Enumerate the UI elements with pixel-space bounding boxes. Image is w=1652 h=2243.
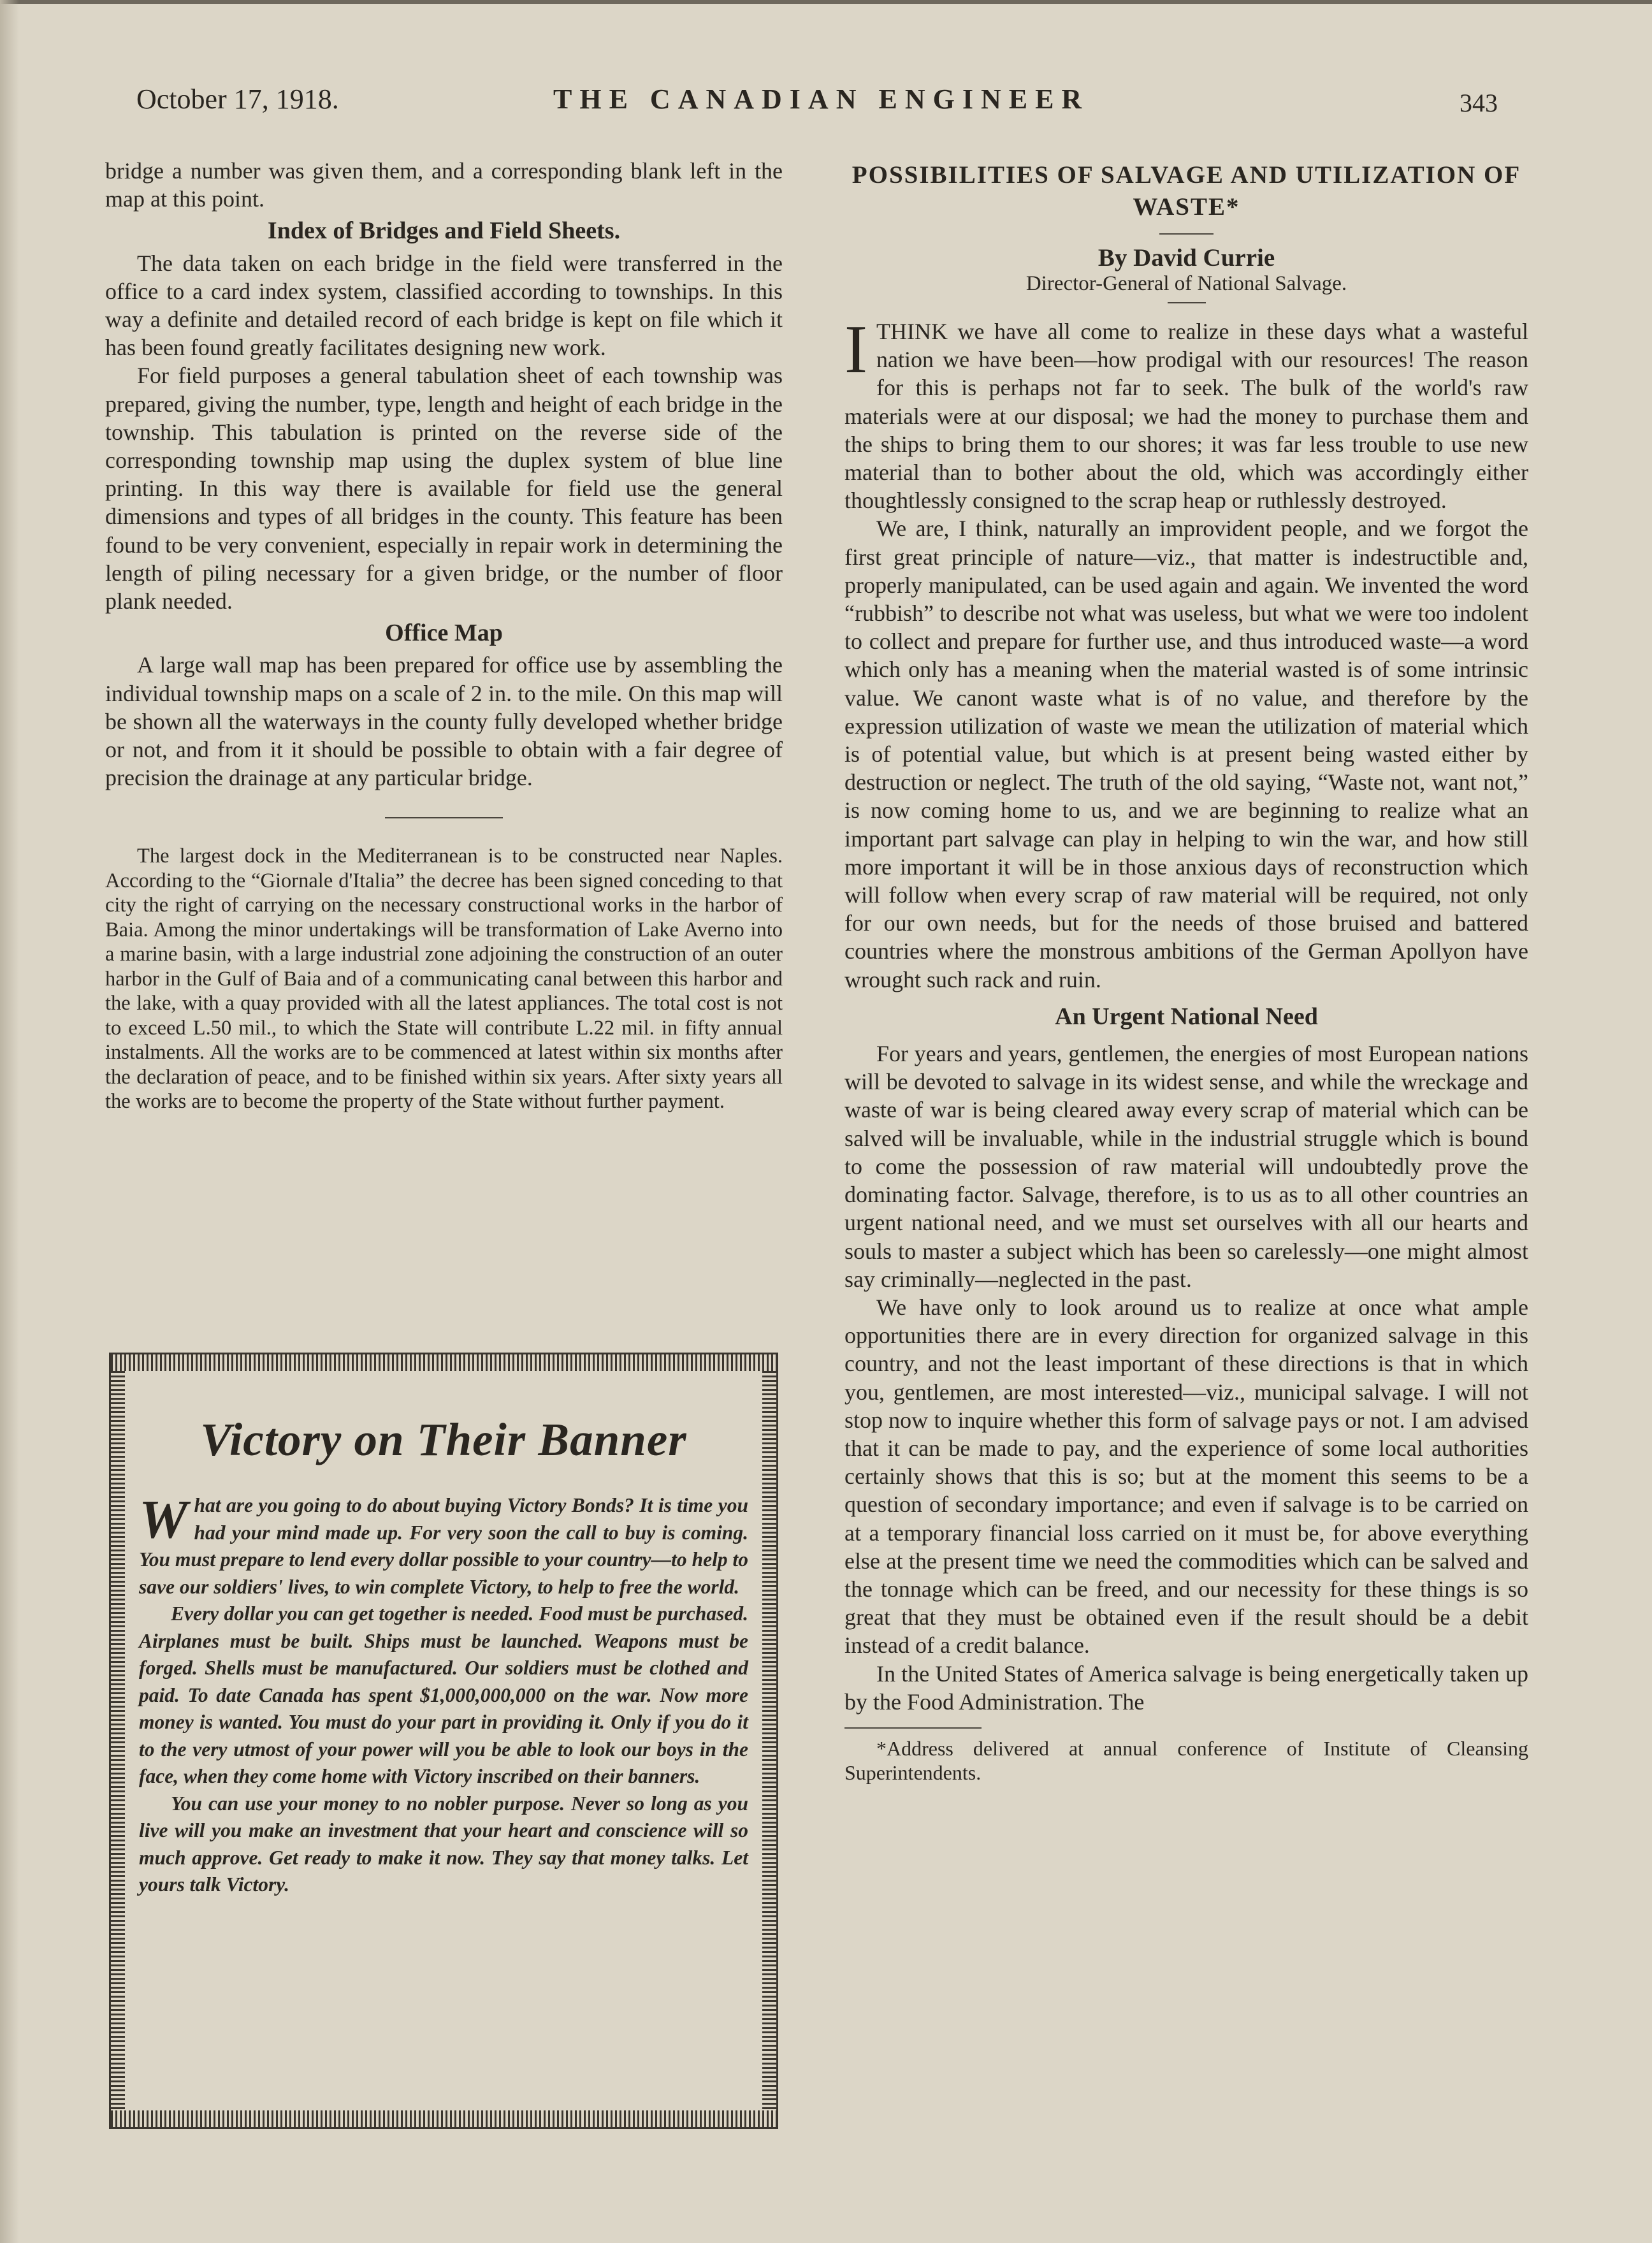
ad-body	[139, 1488, 748, 1899]
index-heading: Index of Bridges and Field Sheets.	[267, 217, 621, 245]
dock-paragraph: The largest dock in the Mediterranean is to be constructed near Naples. According to the “Giornale d'Italia” the decree has been signed conceding to that city the right of carrying on the necessary constructional works in the harbor of Baia. Among the minor undertakings will be transformation of Lake Averno into a marine basin, with a large industrial zone adjoining the construction of an outer harbor in the Gulf of Baia and of a communicating canal between this harbor and the lake, with a quay provided with all the latest appliances. The total cost is not to exceed L.50 mil., to which the State will contribute L.22 mil. in fifty annual instalments. All the works are to be commenced at latest within six months after the declaration of peace, and to be finished within six years. After sixty years all the works are to become the property of the State without further payment.	[105, 845, 783, 1114]
victory-bond-advertisement	[109, 1353, 778, 2129]
article-paragraph-5: In the United States of America salvage is being energetically taken up by the Food Administration. The	[844, 1660, 1528, 1715]
ad-drop-cap: W	[139, 1488, 188, 1550]
right-column	[844, 157, 1528, 1785]
urgent-need-heading: An Urgent National Need	[1055, 1003, 1318, 1030]
ad-border-left	[111, 1371, 125, 2110]
ad-paragraph-2: Every dollar you can get together is needed. Food must be purchased. Airplanes must be built. Ships must be launched. Weapons must be forged. Shells must be manufactured. Our soldiers must be clothed and paid. To date Canada has spent $1,000,000,000 on the war. Now more money is wanted. You must do your part in providing it. Only if you do it to the very utmost of your power will you be able to look our boys in the face, when they come home with Victory inscribed on their banners.	[139, 1602, 748, 1787]
ad-border-top	[111, 1354, 776, 1371]
page-top-edge	[0, 0, 1652, 4]
article-drop-cap: I	[844, 312, 867, 388]
index-paragraph-2: For field purposes a general tabulation sheet of each township was prepared, giving the number, type, length and height of each bridge in the township. This tabulation is printed on the reverse side of the corresponding township map using the duplex system of blue line printing. In this way there is available for field use the general dimensions and types of all bridges in the county. This feature has been found to be very convenient, especially in repair work in determining the length of piling necessary for a given bridge, or the number of floor plank needed.	[105, 363, 783, 614]
article-paragraph-3: For years and years, gentlemen, the energies of most European nations will be devoted to salvage in its widest sense, and while the wreckage and waste of war is being cleared away every scrap of material which can be salved will be invaluable, while in the industrial struggle which is bound to come the possession of raw material will undoubtedly prove the dominating factor. Salvage, therefore, is to us as to all other countries an urgent national need, and we must set ourselves with all our hearts and souls to master a subject which has been so carelessly—one might almost say criminally—neglected in the past.	[844, 1041, 1528, 1292]
ad-title: Victory on Their Banner	[200, 1414, 687, 1465]
header-journal-title: THE CANADIAN ENGINEER	[553, 83, 1090, 115]
article-byline: By David Currie	[1098, 244, 1275, 272]
index-paragraph-1: The data taken on each bridge in the field were transferred in the office to a card index system, classified according to townships. In this way a definite and detailed record of each bridge is kept on file which it has been found greatly facilitates designing new work.	[105, 250, 783, 361]
ad-paragraph-1: hat are you going to do about buying Victory Bonds? It is time you had your mind made up. For very soon the call to buy is coming. You must prepare to lend every dollar possible to your country—to help to save our soldiers' lives, to win complete Victory, to help to free the world.	[139, 1494, 748, 1598]
article-paragraph-4: We have only to look around us to realize at once what ample opportunities there are in every direction for organized salvage in this country, and not the least important of these directions is that in which you, gentlemen, are most interested—viz., municipal salvage. I will not stop now to inquire whether this form of salvage pays or not. I am advised that it can be made to pay, and the experience of some local authorities certainly shows that this is so; but at the moment this seems to be a question of secondary importance; and even if salvage is to be carried on at a temporary financial loss carried on it must be, for above everything else at the present time we need the commodities which can be salved and the tonnage which can be freed, and our necessity for these things is so great that they must be obtained even if the result should be a debit instead of a credit balance.	[844, 1294, 1528, 1659]
page-gutter-shadow	[0, 0, 19, 2243]
ad-border-bottom	[111, 2110, 776, 2127]
section-divider	[385, 817, 503, 818]
article-footnote: *Address delivered at annual conference of Institute of Cleansing Superintendents.	[844, 1736, 1528, 1784]
author-title: Director-General of National Salvage.	[1025, 272, 1347, 295]
article-paragraph-1: THINK we have all come to realize in these days what a wasteful nation we have been—how prodigal with our resources! The reason for this is perhaps not far to seek. The bulk of the world's raw materials were at our disposal; we had the money to purchase them and the ships to bring them to our shores; it was far less trouble to use new material than to bother about the old, which was accordingly either thoughtlessly consigned to the scrap heap or ruthlessly destroyed.	[844, 319, 1528, 514]
office-map-heading: Office Map	[385, 620, 503, 647]
article-paragraph-2: We are, I think, naturally an improvident people, and we forgot the first great principle of nature—viz., that matter is indestructible and, properly manipulated, can be used again and again. We invented the word “rubbish” to describe not what was useless, but what we were too indolent to collect and prepare for further use, and thus introduced waste—a word which only has a meaning when the material wasted is of some intrinsic value. We canont waste what is of no value, and therefore by the expression utilization of waste we mean the utilization of material which is of potential value, but which is at present being wasted either by destruction or neglect. The truth of the old saying, “Waste not, want not,” is now coming home to us, and we are beginning to realize what an important part salvage can play in helping to win the war, and how still more important it will be in those anxious days of reconstruction which will follow when every scrap of raw material will be required, not only for our own needs, but for the needs of those bruised and battered countries where the monstrous ambitions of the German Apollyon have wrought such rack and ruin.	[844, 516, 1528, 992]
dock-news-item	[105, 844, 783, 1114]
ad-border-right	[762, 1371, 776, 2110]
title-rule	[1159, 233, 1214, 235]
left-column	[105, 157, 783, 1114]
office-map-paragraph: A large wall map has been prepared for office use by assembling the individual township maps on a scale of 2 in. to the mile. On this map will be shown all the waterways in the county fully developed whether bridge or not, and from it it should be possible to obtain with a fair degree of precision the drainage at any particular bridge.	[105, 652, 783, 791]
header-date: October 17, 1918.	[136, 83, 339, 115]
ad-content	[139, 1413, 748, 2101]
footnote-rule	[844, 1727, 982, 1729]
ad-paragraph-3: You can use your money to no nobler purpose. Never so long as you live will you make an investment that your heart and conscience will so much approve. Get ready to make it now. They say that money talks. Let yours talk Victory.	[139, 1792, 748, 1896]
article-title: POSSIBILITIES OF SALVAGE AND UTILIZATION OF WASTE*	[851, 161, 1521, 221]
intro-paragraph: bridge a number was given them, and a corresponding blank left in the map at this point.	[105, 158, 783, 212]
byline-rule	[1168, 302, 1206, 303]
header-page-number: 343	[1460, 89, 1498, 117]
